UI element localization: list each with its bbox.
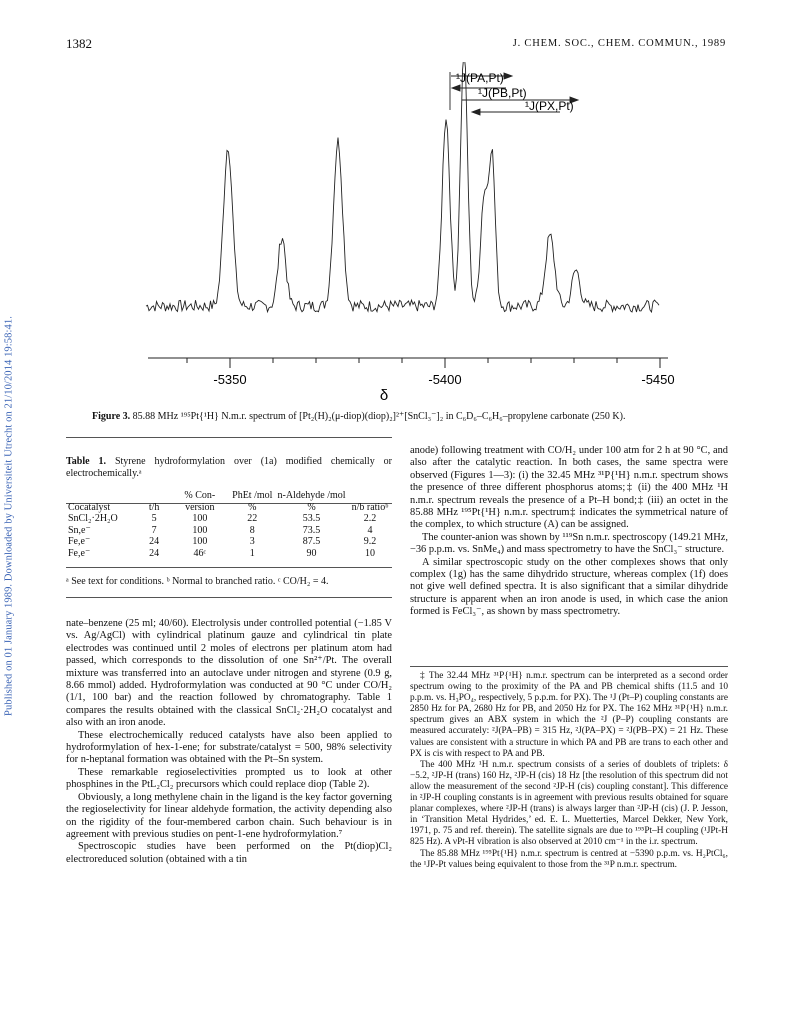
- table-cell: 90: [306, 547, 317, 559]
- table-footnote: ᵃ See text for conditions. ᵇ Normal to branched ratio. ᶜ CO/H₂ = 4.: [66, 576, 329, 587]
- footnotes: [410, 671, 728, 871]
- col-conversion: % Con- version: [184, 490, 216, 513]
- col-phet: PhEt /mol %: [232, 490, 273, 513]
- col-n-aldehyde: n-Aldehyde /mol %: [277, 490, 346, 513]
- figure-caption-text: 85.88 MHz ¹⁹⁵Pt{¹H} N.m.r. spectrum of [Pt₂(H)₂(μ-diop)(diop)₂]²⁺[SnCl₃⁻]₂ in C₆D₆–C₆H₆–propylene carbonate (250 K).: [132, 411, 626, 422]
- table-cell: 87.5: [302, 536, 321, 548]
- footnote: The 85.88 MHz ¹⁹⁵Pt{¹H} n.m.r. spectrum is centred at −5390 p.p.m. vs. H₂PtCl₆, the ¹JP-Pt values being equivalent to those from the ³¹P n.m.r. spectrum.: [410, 848, 728, 870]
- left-column: [66, 618, 392, 866]
- table-title-label: Table 1.: [66, 456, 106, 467]
- table-row: [66, 525, 392, 537]
- table-header-row: [66, 490, 392, 513]
- table-end-rule: [66, 597, 392, 598]
- table-cell: 24: [149, 547, 160, 559]
- coupling-label-pb: ¹J(PB,Pt): [478, 86, 527, 100]
- footnote: The 400 MHz ¹H n.m.r. spectrum consists of a series of doublets of triplets: δ −5.2, ²JP-H (trans) 160 Hz, ²JP-H (cis) 18 Hz [the resolution of this spectrum did not allow the measurement of the second ²JP-H (cis) coupling constant]. This difference in ²JP-H coupling constants is in agreement with previous results obtained for square planar complexes, where ²JP-H (trans) is always larger than ²JP-H (cis) (J. P. Jesson, in ‘Transition Metal Hydrides,’ ed. E. L. Muetterties, Marcel Dekker, New York, 1971, p. 75 and ref. therein). The satellite signals are due to ¹⁹⁵Pt–H coupling (¹JPt-H 825 Hz). A νPt-H vibration is also observed at 2010 cm⁻¹ in the i.r. spectrum.: [410, 759, 728, 848]
- table-bottom-rule: [66, 567, 392, 568]
- table-top-rule: [66, 437, 392, 438]
- table-cell: 24: [149, 536, 160, 548]
- tick-label-5350: -5350: [213, 372, 247, 387]
- paragraph: These remarkable regioselectivities prompted us to look at other phosphines in the PtL₂Cl₂ precursors which could replace diop (Table 2).: [66, 766, 392, 791]
- table-cell: 5: [151, 513, 157, 525]
- paragraph: nate–benzene (25 ml; 40/60). Electrolysis under controlled potential (−1.85 V vs. Ag/AgCl) with cylindrical platinum gauze and cylindrical tin plate electrodes was continued until 2 moles of electrons per platinum atom had passed, which corresponds to the dissolution of one Sn²⁺/Pt. The overall mixture was transferred into an autoclave under nitrogen and styrene (0.9 g, 8.66 mmol) added. Hydroformylation was conducted at 90 °C under CO/H₂ (1/1, 100 bar) and the reaction followed by chromatography. Table 1 compares the results obtained with the classical SnCl₂·2H₂O cocatalyst and also with an iron anode.: [66, 618, 392, 729]
- table-cell: 100: [192, 524, 208, 536]
- table-row: [66, 536, 392, 548]
- download-notice: Published on 01 January 1989. Downloaded by Universiteit Utrecht on 21/10/2014 19:58:41.: [3, 316, 15, 716]
- paragraph: Spectroscopic studies have been performed on the Pt(diop)Cl₂ electroreduced solution (obtained with a tin: [66, 841, 392, 865]
- table-cell: Fe,e⁻: [68, 536, 91, 548]
- table-cell: 1: [249, 547, 255, 559]
- right-column: [410, 445, 728, 619]
- figure-caption: [92, 411, 732, 422]
- spectrum-trace: [146, 62, 659, 312]
- table-cell: 100: [192, 536, 208, 548]
- table-cell: 46ᶜ: [193, 547, 207, 559]
- paragraph: A similar spectroscopic study on the other complexes shows that only complex (1g) has the same dihydrido structure, whereas complex (1f) does not give well defined spectra. It is also significant that a similar dihydride structure is apparent when an iron anode is used, in which case the anion formed is FeCl₃⁻, as shown by mass spectrometry.: [410, 556, 728, 618]
- download-sidebar: [0, 0, 20, 1032]
- col-time: t/h: [148, 501, 160, 513]
- col-ratio: n/b ratioᵇ: [351, 501, 389, 513]
- table-cell: 4: [367, 524, 373, 536]
- tick-label-5400: -5400: [428, 372, 462, 387]
- table-cell: 9.2: [363, 536, 377, 548]
- table-title-text: Styrene hydroformylation over (1a) modified chemically or electrochemically.ᵃ: [66, 456, 393, 480]
- table-cell: 53.5: [302, 513, 321, 525]
- table-row: [66, 548, 392, 560]
- table-title: [66, 456, 392, 481]
- coupling-label-pa: ¹J(PA,Pt): [456, 71, 504, 85]
- footnote-rule: [410, 666, 728, 667]
- axis-label-delta: δ: [379, 387, 389, 404]
- paragraph: These electrochemically reduced catalysts have also been applied to hydroformylation of hex-1-ene; for substrate/catalyst = 500, 98% selectivity for n-heptanal formation was obtained with the Pt–Sn system.: [66, 729, 392, 766]
- paragraph: Obviously, a long methylene chain in the ligand is the key factor governing the regioselectivity for linear aldehyde formation, the activity depending also on the rigidity of the four-membered carbon chain. Such behaviour is in agreement with previous studies on pent-1-ene hydroformylation.⁷: [66, 791, 392, 840]
- table-cell: 7: [151, 524, 157, 536]
- table-cell: Fe,e⁻: [68, 547, 91, 559]
- paragraph: anode) following treatment with CO/H₂ under 100 atm for 2 h at 90 °C, and also after the catalytic reaction. In both cases, the same spectra were observed (Figures 1—3): (i) the 32.45 MHz ³¹P{¹H} n.m.r. spectrum shows the presence of three different phosphorus atoms;‡ (ii) the 400 MHz ¹H n.m.r. spectrum reveals the presence of a Pt–H bond;‡ (iii) an octet in the 85.88 MHz ¹⁹⁵Pt{¹H} n.m.r. spectrum‡ indicates the symmetrical nature of the complex, to which structure (A) can be assigned.: [410, 445, 728, 531]
- page-number: 1382: [66, 36, 92, 51]
- table-cell: 3: [249, 536, 255, 548]
- table-cell: 22: [247, 513, 258, 525]
- table-row: [66, 513, 392, 525]
- coupling-label-px: ¹J(PX,Pt): [525, 99, 574, 113]
- ppm-axis: [148, 358, 668, 368]
- col-cocatalyst: Cocatalyst: [68, 501, 111, 513]
- nmr-spectrum-figure: [120, 62, 680, 404]
- hydroformylation-table: [66, 490, 392, 560]
- table-cell: 2.2: [363, 513, 377, 525]
- paragraph: The counter-anion was shown by ¹¹⁹Sn n.m.r. spectroscopy (149.21 MHz, −36 p.p.m. vs. SnMe₄) and mass spectrometry to have the SnCl₃⁻ structure.: [410, 531, 728, 556]
- figure-caption-label: Figure 3.: [92, 411, 131, 422]
- journal-header: J. CHEM. SOC., CHEM. COMMUN., 1989: [512, 38, 726, 49]
- table-cell: 100: [192, 513, 208, 525]
- table-cell: SnCl₂·2H₂O: [68, 513, 118, 525]
- table-cell: Sn,e⁻: [68, 524, 91, 536]
- table-cell: 73.5: [302, 524, 321, 536]
- tick-label-5450: -5450: [641, 372, 675, 387]
- table-cell: 10: [364, 547, 375, 559]
- table-cell: 8: [249, 524, 255, 536]
- footnote: ‡ The 32.44 MHz ³¹P{¹H} n.m.r. spectrum can be interpreted as a second order spectrum owing to the proximity of the PA and PB chemical shifts (11.5 and 10 p.p.m. vs. H₃PO₄, respectively, 5 p.p.m. for PX). The ¹J (Pt–P) coupling constants are 2850 Hz for PA, 2680 Hz for PB, and 2050 Hz for PX. The 162 MHz ³¹P{¹H} n.m.r. spectrum gives an ABX system in which the ²J (P–P) coupling constants are measured accurately: ²J(PA–PB) = 315 Hz, ²J(PA–PX) = ²J(PB–PX) = 21 Hz. These values are consistent with a structure in which PA and PB are trans to each other and PX is cis with respect to PA and PB.: [410, 671, 728, 759]
